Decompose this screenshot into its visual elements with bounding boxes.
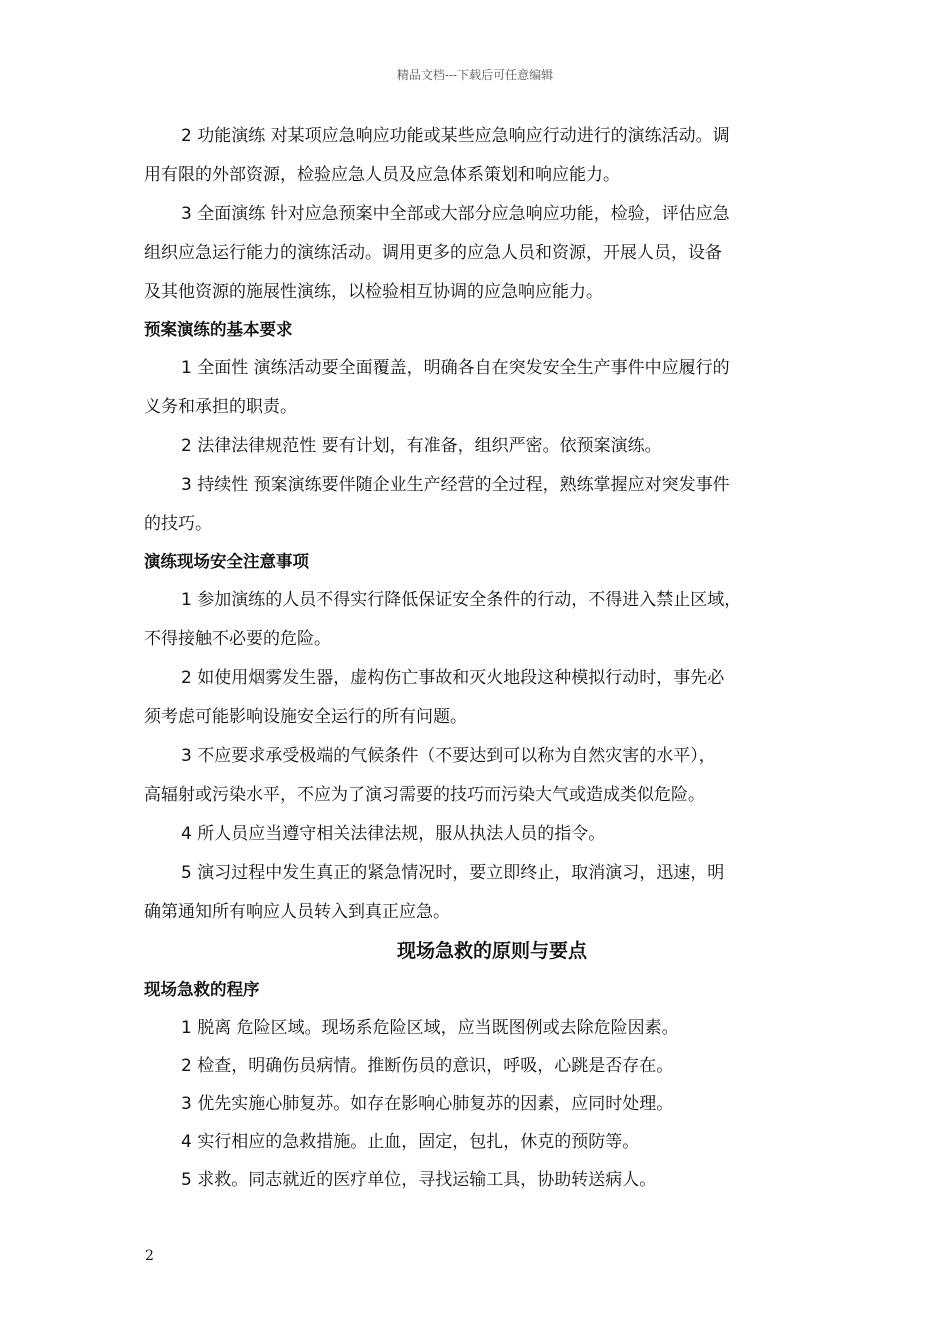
requirement-item-1-line-2: 义务和承担的职责。: [144, 397, 297, 417]
safety-item-4: 4 所人员应当遵守相关法律法规，服从执法人员的指令。: [181, 824, 606, 844]
paragraph-full-drill-line-1: 3 全面演练 针对应急预案中全部或大部分应急响应功能，检验，评估应急: [181, 204, 730, 224]
section-title-first-aid: 现场急救的原则与要点: [396, 940, 587, 962]
first-aid-step-4: 4 实行相应的急救措施。止血，固定，包扎，休克的预防等。: [181, 1132, 640, 1152]
safety-item-5-line-2: 确第通知所有响应人员转入到真正应急。: [144, 902, 450, 922]
safety-item-5-line-1: 5 演习过程中发生真正的紧急情况时，要立即终止，取消演习，迅速，明: [181, 863, 725, 883]
section-heading-requirements: 预案演练的基本要求: [144, 320, 293, 339]
requirement-item-3-line-2: 的技巧。: [144, 514, 212, 534]
requirement-item-2: 2 法律法律规范性 要有计划，有准备，组织严密。依预案演练。: [181, 436, 662, 456]
section-heading-first-aid-procedure: 现场急救的程序: [144, 980, 260, 999]
paragraph-functional-drill-line-2: 用有限的外部资源，检验应急人员及应急体系策划和响应能力。: [144, 165, 620, 185]
paragraph-full-drill-line-2: 组织应急运行能力的演练活动。调用更多的应急人员和资源，开展人员，设备: [144, 243, 722, 263]
paragraph-functional-drill-line-1: 2 功能演练 对某项应急响应功能或某些应急响应行动进行的演练活动。调: [181, 126, 730, 146]
first-aid-step-3: 3 优先实施心肺复苏。如存在影响心肺复苏的因素，应同时处理。: [181, 1094, 674, 1114]
section-heading-safety: 演练现场安全注意事项: [144, 552, 309, 571]
safety-item-1-line-2: 不得接触不必要的危险。: [144, 629, 331, 649]
safety-item-2-line-1: 2 如使用烟雾发生器，虚构伤亡事故和灭火地段这种模拟行动时，事先必: [181, 668, 725, 688]
requirement-item-1-line-1: 1 全面性 演练活动要全面覆盖，明确各自在突发安全生产事件中应履行的: [181, 358, 730, 378]
first-aid-step-5: 5 求救。同志就近的医疗单位，寻找运输工具，协助转送病人。: [181, 1170, 657, 1190]
safety-item-3-line-2: 高辐射或污染水平，不应为了演习需要的技巧而污染大气或造成类似危险。: [144, 785, 705, 805]
first-aid-step-2: 2 检查，明确伤员病情。推断伤员的意识，呼吸，心跳是否存在。: [181, 1056, 674, 1076]
safety-item-2-line-2: 须考虑可能影响设施安全运行的所有问题。: [144, 707, 467, 727]
safety-item-1-line-1: 1 参加演练的人员不得实行降低保证安全条件的行动，不得进入禁止区域，: [181, 590, 742, 610]
document-body: [144, 124, 814, 1206]
header-watermark: 精品文档---下载后可任意编辑: [396, 68, 554, 82]
safety-item-3-line-1: 3 不应要求承受极端的气候条件（不要达到可以称为自然灾害的水平），: [181, 746, 716, 766]
first-aid-step-1: 1 脱离 危险区域。现场系危险区域，应当既图例或去除危险因素。: [181, 1018, 679, 1038]
paragraph-full-drill-line-3: 及其他资源的施展性演练，以检验相互协调的应急响应能力。: [144, 282, 603, 302]
page-number: 2: [145, 1248, 154, 1264]
requirement-item-3-line-1: 3 持续性 预案演练要伴随企业生产经营的全过程，熟练掌握应对突发事件: [181, 475, 730, 495]
